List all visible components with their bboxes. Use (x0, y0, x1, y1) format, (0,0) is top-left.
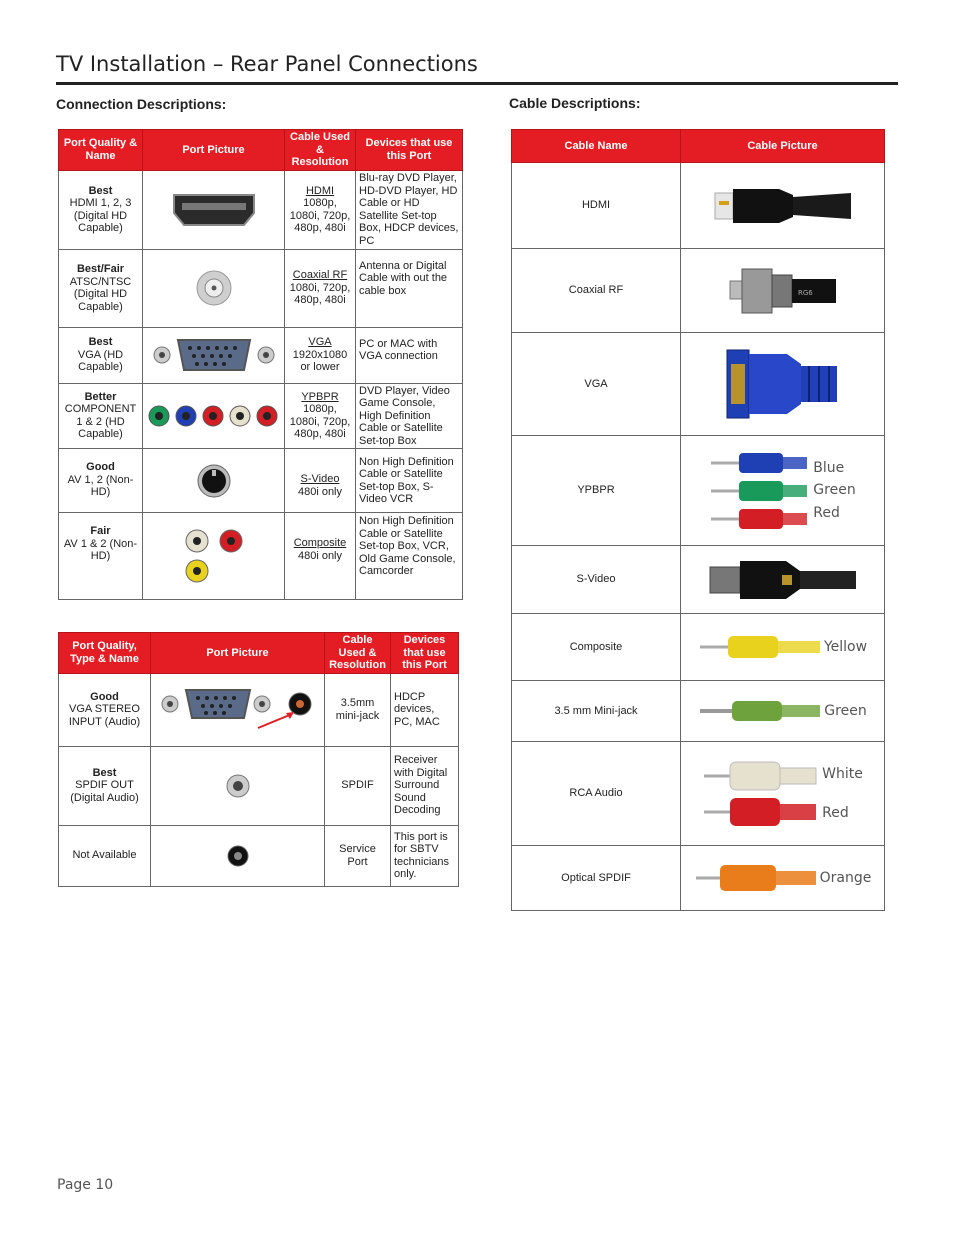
table-row (512, 681, 885, 742)
audio-table-header (59, 633, 459, 674)
devices-cell: PC or MAC with VGA connection (356, 327, 463, 383)
port-name: AV 1, 2 (Non-HD) (67, 473, 134, 498)
port-name: COMPONENT 1 & 2 (HD Capable) (64, 403, 137, 441)
resolution: 1080p, 1080i, 720p, 480p, 480i (289, 403, 351, 441)
port-name: VGA (HD Capable) (77, 348, 124, 374)
col-header-cable-name: Cable Name (512, 130, 681, 163)
cable-picture (681, 249, 885, 333)
cable-picture (681, 546, 885, 614)
devices-cell: This port is for SBTV technicians only. (391, 825, 459, 886)
cable-picture (681, 163, 885, 249)
col-header-cable: Cable Used & Resolution (285, 130, 356, 171)
cable-name: Coaxial RF (292, 269, 348, 282)
col-header-quality: Port Quality & Name (59, 130, 143, 171)
table-row (59, 449, 463, 513)
color-label-orange: Orange (819, 869, 872, 886)
quality-cell (59, 249, 143, 327)
s-video-port-icon (196, 463, 232, 499)
cable-name: VGA (308, 336, 332, 349)
quality-rating: Fair (90, 525, 111, 537)
table-row (512, 436, 885, 546)
cable-name: Composite (512, 614, 681, 681)
cable-name: YPBPR (301, 390, 339, 403)
cable-name: Composite (293, 537, 347, 549)
quality-rating: Best (88, 336, 113, 349)
port-name: HDMI 1, 2, 3 (Digital HD Capable) (69, 197, 132, 234)
resolution: 1080i, 720p, 480p, 480i (289, 281, 351, 307)
quality-rating: Best/Fair (76, 263, 125, 275)
cable-picture (681, 436, 885, 546)
port-name: Not Available (72, 849, 137, 862)
color-label-blue: Blue (813, 459, 845, 476)
devices-cell: Antenna or Digital Cable with out the cable box (356, 249, 463, 327)
spdif-port-icon (225, 773, 251, 799)
port-picture (143, 513, 285, 600)
ypbpr-color-labels (813, 459, 856, 521)
cable-name: HDMI (512, 163, 681, 249)
quality-cell (59, 746, 151, 825)
col-header-cable-picture: Cable Picture (681, 130, 885, 163)
title-rule (56, 82, 898, 85)
cable-cell: SPDIF (325, 746, 391, 825)
port-name: ATSC/NTSC (Digital HD Capable) (69, 275, 132, 313)
cable-name: Coaxial RF (512, 249, 681, 333)
table-row (512, 249, 885, 333)
table-row (59, 825, 459, 886)
col-header-cable: Cable Used & Resolution (325, 633, 391, 674)
cable-cell (285, 327, 356, 383)
cable-cell: Service Port (325, 825, 391, 886)
resolution: 1080p, 1080i, 720p, 480p, 480i (289, 197, 351, 234)
table-row (59, 673, 459, 746)
cable-table (511, 129, 885, 911)
table-row (512, 333, 885, 436)
component-ports-icon (147, 403, 281, 429)
devices-cell: Non High Definition Cable or Satellite Set-top Box, VCR, Old Game Console, Camcorder (356, 513, 463, 600)
audio-table (58, 632, 459, 887)
svg-text:RG6: RG6 (797, 288, 813, 297)
optical-spdif-cable-icon (694, 861, 818, 895)
port-picture (143, 249, 285, 327)
cable-cell (285, 449, 356, 513)
quality-cell (59, 825, 151, 886)
cable-picture (681, 333, 885, 436)
quality-cell (59, 383, 143, 449)
vga-audio-port-icon (158, 688, 318, 732)
page-number: Page 10 (57, 1177, 114, 1193)
connection-table-header (59, 130, 463, 171)
col-header-quality: Port Quality, Type & Name (59, 633, 151, 674)
quality-cell (59, 513, 143, 600)
quality-rating: Better (84, 390, 117, 403)
quality-rating: Best (88, 184, 113, 197)
cable-cell (285, 170, 356, 249)
composite-ports-icon (183, 525, 245, 587)
port-picture (151, 825, 325, 886)
cable-name: YPBPR (512, 436, 681, 546)
vga-port-icon (152, 336, 276, 374)
cable-name: VGA (512, 333, 681, 436)
color-label-white: White (822, 766, 863, 782)
cable-picture (681, 681, 885, 742)
cable-cell: 3.5mm mini-jack (325, 673, 391, 746)
quality-cell (59, 170, 143, 249)
composite-cable-icon (698, 632, 822, 662)
color-label-green: Green (824, 702, 867, 719)
port-picture (143, 327, 285, 383)
cable-name: Optical SPDIF (512, 846, 681, 911)
quality-rating: Best (92, 766, 117, 779)
connection-descriptions-title: Connection Descriptions: (56, 96, 227, 112)
cable-descriptions-title: Cable Descriptions: (509, 95, 641, 111)
port-picture (143, 170, 285, 249)
s-video-cable-icon (708, 557, 858, 603)
table-row (512, 163, 885, 249)
devices-cell: DVD Player, Video Game Console, High Definition Cable or Satellite Set-top Box (356, 383, 463, 449)
table-row (59, 746, 459, 825)
table-row (59, 249, 463, 327)
port-picture (143, 449, 285, 513)
quality-rating: Good (86, 461, 115, 473)
port-name: VGA STEREO INPUT (Audio) (68, 703, 141, 728)
vga-cable-icon (723, 344, 843, 424)
port-picture (151, 746, 325, 825)
coaxial-cable-icon (728, 261, 838, 321)
cable-name: S-Video (300, 473, 340, 485)
table-row (59, 513, 463, 600)
cable-picture (681, 614, 885, 681)
color-label-red: Red (813, 504, 840, 521)
quality-cell (59, 449, 143, 513)
port-name: SPDIF OUT (Digital Audio) (70, 779, 139, 804)
quality-cell (59, 327, 143, 383)
col-header-picture: Port Picture (151, 633, 325, 674)
port-picture (143, 383, 285, 449)
devices-cell: Blu-ray DVD Player, HD-DVD Player, HD Cable or HD Satellite Set-top Box, HDCP devices, PC (356, 170, 463, 249)
cable-cell (285, 249, 356, 327)
connection-table (58, 129, 463, 600)
resolution: 480i only (297, 549, 343, 562)
col-header-devices: Devices that use this Port (356, 130, 463, 171)
color-label-yellow: Yellow (823, 638, 868, 655)
col-header-picture: Port Picture (143, 130, 285, 171)
cable-name: HDMI (305, 184, 335, 197)
ypbpr-cable-icon (709, 449, 809, 533)
rca-audio-cable-icon (702, 754, 818, 834)
color-label-red: Red (822, 804, 849, 821)
rca-color-labels (822, 768, 863, 819)
cable-picture (681, 846, 885, 911)
cable-name: 3.5 mm Mini-jack (512, 681, 681, 742)
cable-picture (681, 742, 885, 846)
table-row (512, 846, 885, 911)
mini-jack-cable-icon (698, 696, 822, 726)
table-row (59, 327, 463, 383)
port-picture (151, 673, 325, 746)
table-row (512, 614, 885, 681)
hdmi-cable-icon (713, 181, 853, 231)
cable-table-header (512, 130, 885, 163)
port-name: AV 1 & 2 (Non-HD) (63, 537, 138, 562)
resolution: 480i only (297, 485, 343, 498)
color-label-green: Green (813, 482, 856, 499)
devices-cell: HDCP devices, PC, MAC (391, 673, 459, 746)
cable-cell (285, 513, 356, 600)
table-row (512, 546, 885, 614)
hdmi-port-icon (172, 191, 256, 229)
coaxial-port-icon (194, 268, 234, 308)
col-header-devices: Devices that use this Port (391, 633, 459, 674)
cable-name: RCA Audio (512, 742, 681, 846)
quality-rating: Good (90, 690, 119, 703)
table-row (59, 170, 463, 249)
cable-name: S-Video (512, 546, 681, 614)
service-port-icon (227, 845, 249, 867)
table-row (59, 383, 463, 449)
cable-cell (285, 383, 356, 449)
devices-cell: Receiver with Digital Surround Sound Decoding (391, 746, 459, 825)
devices-cell: Non High Definition Cable or Satellite Set-top Box, S-Video VCR (356, 449, 463, 513)
page-title: TV Installation – Rear Panel Connections (56, 52, 478, 76)
quality-cell (59, 673, 151, 746)
resolution: 1920x1080 or lower (292, 348, 348, 374)
table-row (512, 742, 885, 846)
